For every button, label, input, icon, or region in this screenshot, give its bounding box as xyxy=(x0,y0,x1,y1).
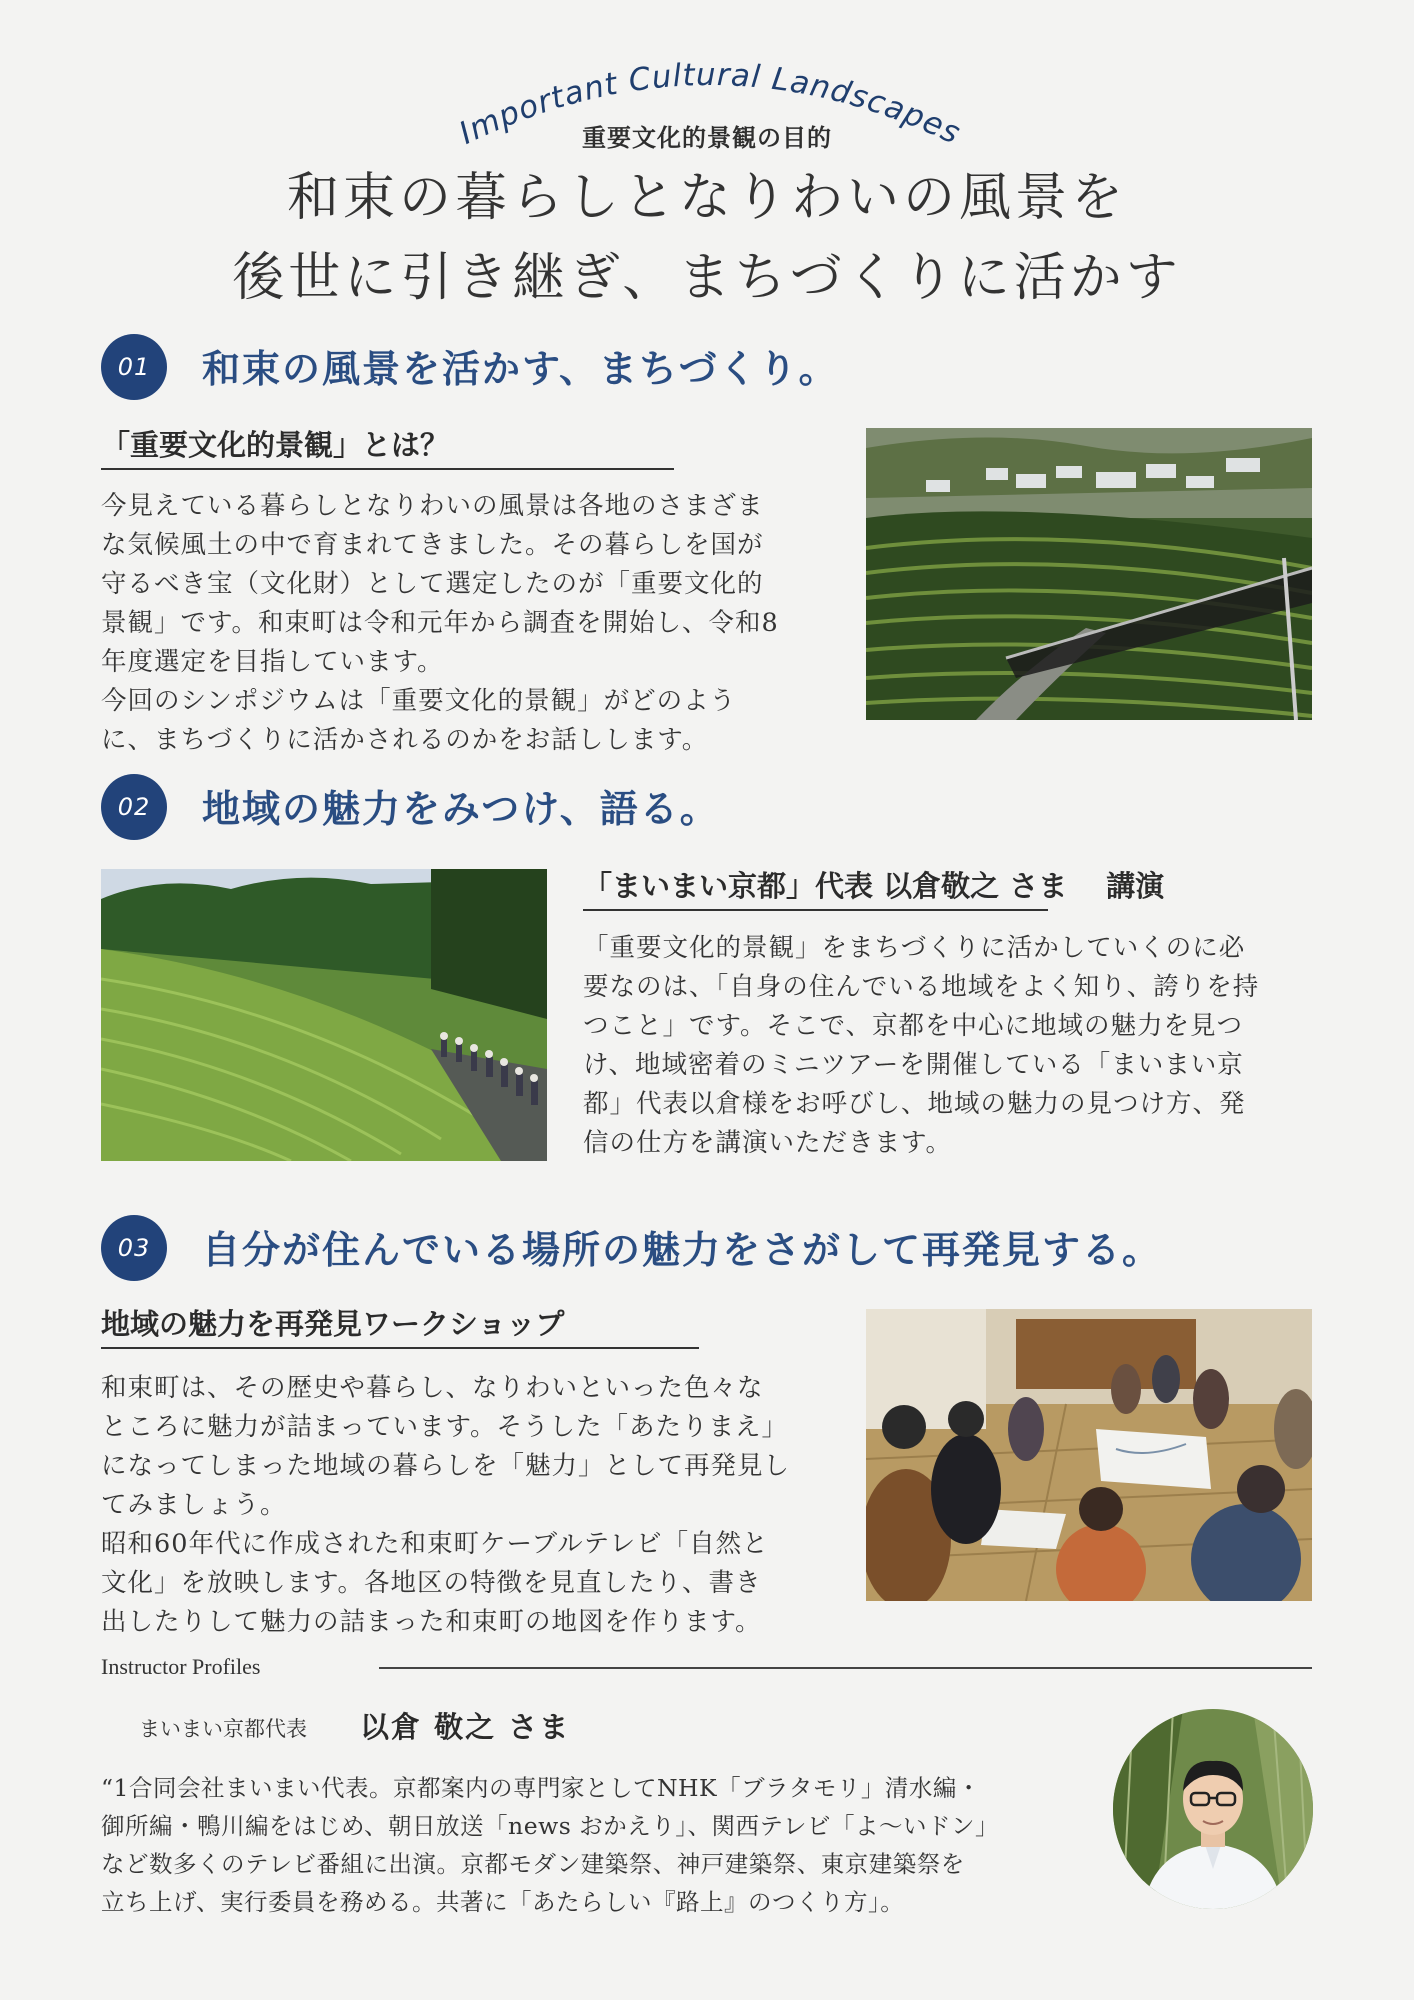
body-line: 「重要文化的景観」をまちづくりに活かしていくのに必 xyxy=(583,933,1246,963)
body-line: てみましょう。 xyxy=(101,1490,287,1520)
arc-title-text: Important Cultural Landscapes xyxy=(453,56,967,152)
tea-field-walkers-photo xyxy=(101,869,547,1161)
subheading-underline xyxy=(101,468,674,470)
body-line: 今見えている暮らしとなりわいの風景は各地のさまざま xyxy=(101,491,764,521)
section-number-badge: 01 xyxy=(101,334,167,400)
body-line: 出したりして魅力の詰まった和束町の地図を作ります。 xyxy=(101,1607,762,1637)
body-line: な気候風土の中で育まれてきました。その暮らしを国が xyxy=(101,530,764,560)
body-line: つこと」です。そこで、京都を中心に地域の魅力を見つ xyxy=(583,1011,1243,1041)
body-line: 文化」を放映します。各地区の特徴を見直したり、書き xyxy=(101,1568,762,1598)
section-body xyxy=(101,1369,841,1642)
section-number-badge: 02 xyxy=(101,774,167,840)
body-line: 信の仕方を講演いただきます。 xyxy=(583,1128,952,1158)
body-line: になってしまった地域の暮らしを「魅力」として再発見し xyxy=(101,1451,791,1481)
profiles-divider xyxy=(379,1667,1312,1669)
body-line: 昭和60年代に作成された和束町ケーブルテレビ「自然と xyxy=(101,1529,769,1559)
section-heading: 自分が住んでいる場所の魅力をさがして再発見する。 xyxy=(202,1227,1163,1272)
instructor-bio xyxy=(101,1769,1091,1921)
bio-line: “1合同会社まいまい代表。京都案内の専門家としてNHK「ブラタモリ」清水編・ xyxy=(101,1774,981,1802)
body-line: 都」代表以倉様をお呼びし、地域の魅力の見つけ方、発 xyxy=(583,1089,1246,1119)
section-body xyxy=(583,929,1323,1163)
main-title-line-1: 和束の暮らしとなりわいの風景を xyxy=(286,168,1127,228)
section-heading: 和束の風景を活かす、まちづくり。 xyxy=(202,346,839,391)
bio-line: など数多くのテレビ番組に出演。京都モダン建築祭、神戸建築祭、東京建築祭を xyxy=(101,1850,965,1878)
body-line: 景観」です。和束町は令和元年から調査を開始し、令和8 xyxy=(101,608,779,638)
instructor-name: 以倉 敬之 さま xyxy=(360,1710,571,1744)
body-line: 守るべき宝（文化財）として選定したのが「重要文化的 xyxy=(101,569,764,599)
section-body xyxy=(101,487,841,760)
body-line: 和束町は、その歴史や暮らし、なりわいといった色々な xyxy=(101,1373,764,1403)
subheading-underline xyxy=(583,909,1048,911)
workshop-photo xyxy=(866,1309,1312,1601)
section-number-badge: 03 xyxy=(101,1215,167,1281)
portrait-photo xyxy=(1113,1709,1313,1909)
instructor-role: まいまい京都代表 xyxy=(139,1717,307,1741)
bio-line: 御所編・鴨川編をはじめ、朝日放送「news おかえり」、関西テレビ「よ～いドン」 xyxy=(101,1812,1000,1840)
purpose-label: 重要文化的景観の目的 xyxy=(582,123,832,152)
section-subheading: 地域の魅力を再発見ワークショップ xyxy=(101,1307,565,1341)
section-subheading: 「まいまい京都」代表 以倉敬之 さま 講演 xyxy=(583,869,1165,903)
tea-terraces-photo xyxy=(866,428,1312,720)
body-line: け、地域密着のミニツアーを開催している「まいまい京 xyxy=(583,1050,1244,1080)
body-line: 年度選定を目指しています。 xyxy=(101,647,444,677)
body-line: 要なのは、「自身の住んでいる地域をよく知り、誇りを持 xyxy=(583,972,1260,1002)
profiles-label: Instructor Profiles xyxy=(101,1654,261,1679)
subheading-underline xyxy=(101,1347,699,1349)
body-line: に、まちづくりに活かされるのかをお話しします。 xyxy=(101,725,709,755)
main-title-line-2: 後世に引き継ぎ、まちづくりに活かす xyxy=(232,248,1182,308)
body-line: 今回のシンポジウムは「重要文化的景観」がどのよう xyxy=(101,686,737,716)
section-subheading: 「重要文化的景観」とは？ xyxy=(101,428,450,462)
bio-line: 立ち上げ、実行委員を務める。共著に「あたらしい『路上』のつくり方」。 xyxy=(101,1888,905,1916)
section-heading: 地域の魅力をみつけ、語る。 xyxy=(202,786,720,831)
body-line: ところに魅力が詰まっています。そうした「あたりまえ」 xyxy=(101,1412,788,1442)
